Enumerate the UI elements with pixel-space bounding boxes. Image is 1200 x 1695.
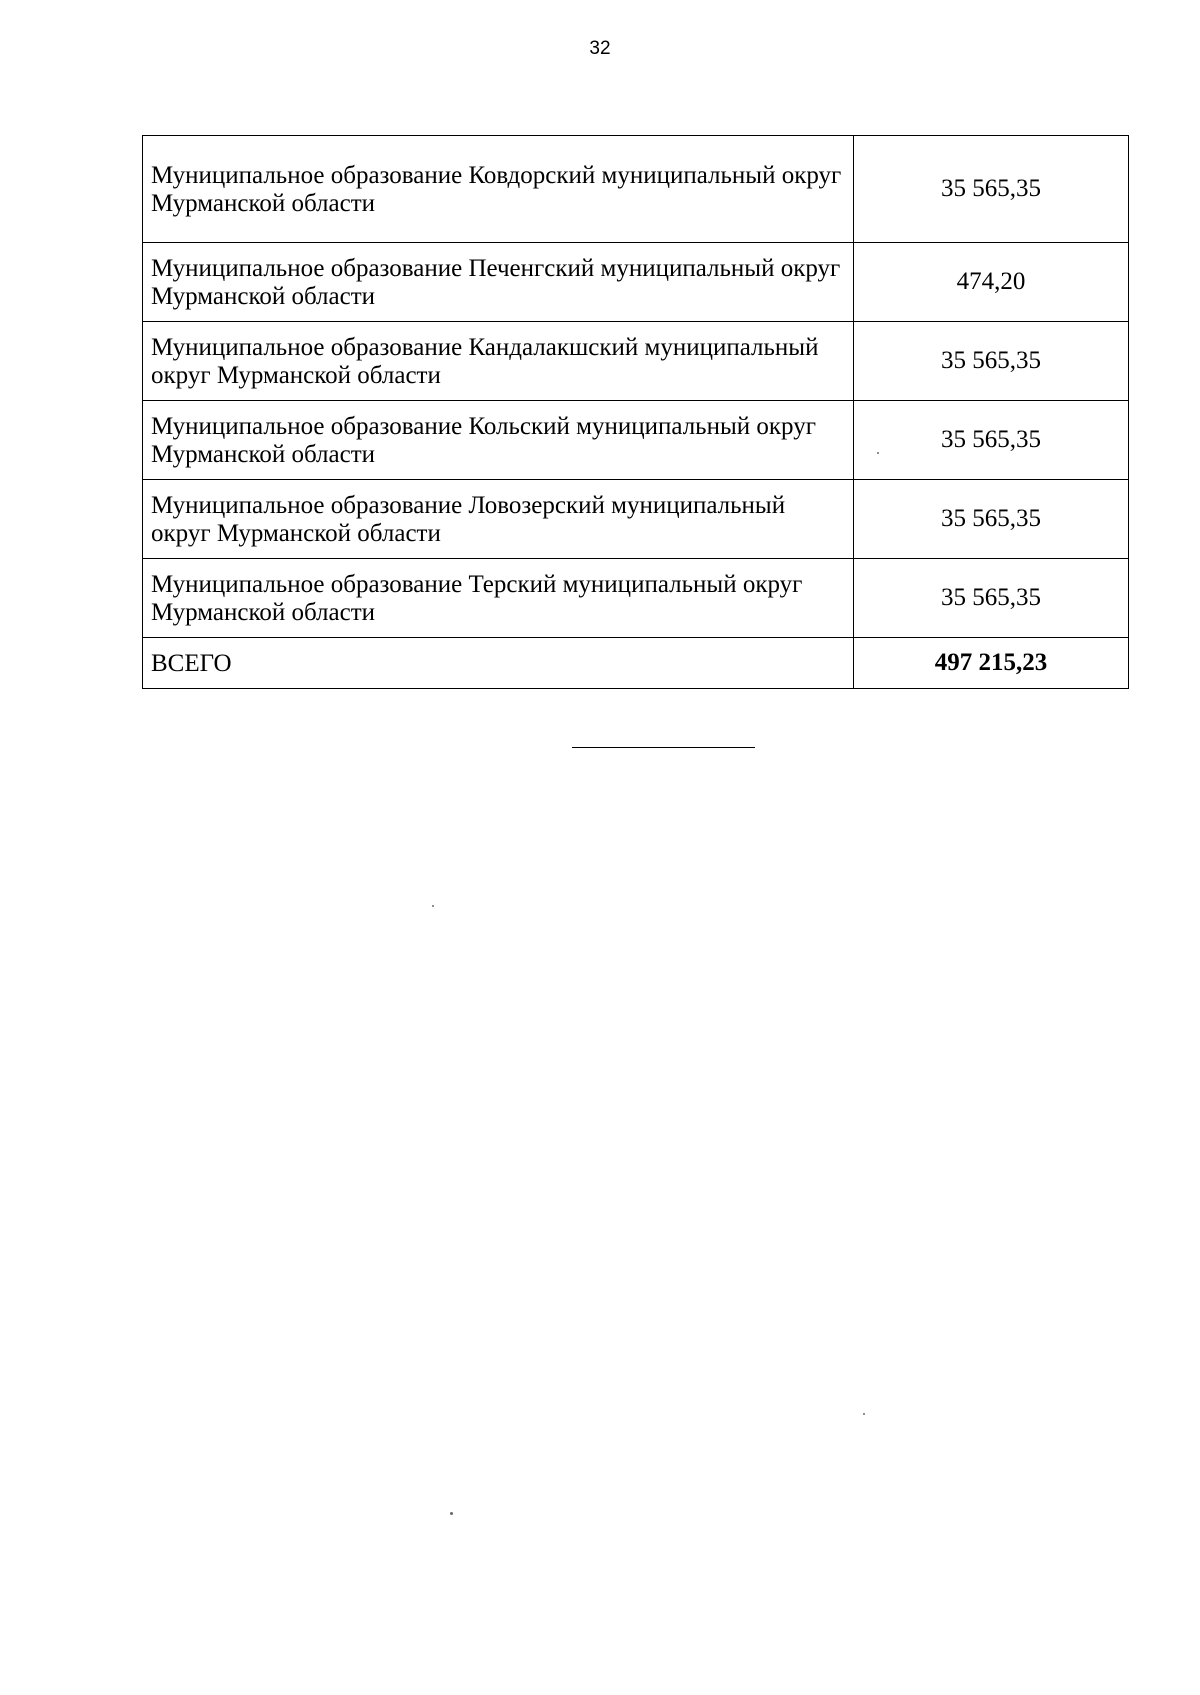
- scan-speck: [863, 1413, 865, 1415]
- end-of-document-rule: [572, 747, 755, 748]
- table-row: [143, 322, 1129, 401]
- amount-value: 35 565,35: [854, 401, 1129, 480]
- amount-value: 35 565,35: [854, 480, 1129, 559]
- table-row: [143, 559, 1129, 638]
- total-row: [143, 638, 1129, 689]
- amount-value: 35 565,35: [854, 322, 1129, 401]
- scan-speck: [450, 1512, 453, 1515]
- table-row: [143, 243, 1129, 322]
- allocation-table: [142, 135, 1129, 689]
- scan-speck: [432, 905, 434, 907]
- amount-value: 474,20: [854, 243, 1129, 322]
- amount-value: 35 565,35: [854, 559, 1129, 638]
- amount-value: 35 565,35: [854, 136, 1129, 243]
- page-number: 32: [589, 38, 611, 59]
- municipality-name: Муниципальное образование Кольский муниципальный округ Мурманской области: [143, 401, 854, 480]
- municipality-name: Муниципальное образование Кандалакшский муниципальный округ Мурманской области: [143, 322, 854, 401]
- scan-speck: [877, 452, 879, 454]
- municipality-name: Муниципальное образование Ловозерский муниципальный округ Мурманской области: [143, 480, 854, 559]
- table-row: [143, 480, 1129, 559]
- total-amount: 497 215,23: [854, 638, 1129, 689]
- municipality-name: Муниципальное образование Печенгский муниципальный округ Мурманской области: [143, 243, 854, 322]
- table-row: [143, 401, 1129, 480]
- table-row: [143, 136, 1129, 243]
- municipality-name: Муниципальное образование Ковдорский муниципальный округ Мурманской области: [143, 136, 854, 243]
- total-label: ВСЕГО: [143, 638, 854, 689]
- municipality-name: Муниципальное образование Терский муниципальный округ Мурманской области: [143, 559, 854, 638]
